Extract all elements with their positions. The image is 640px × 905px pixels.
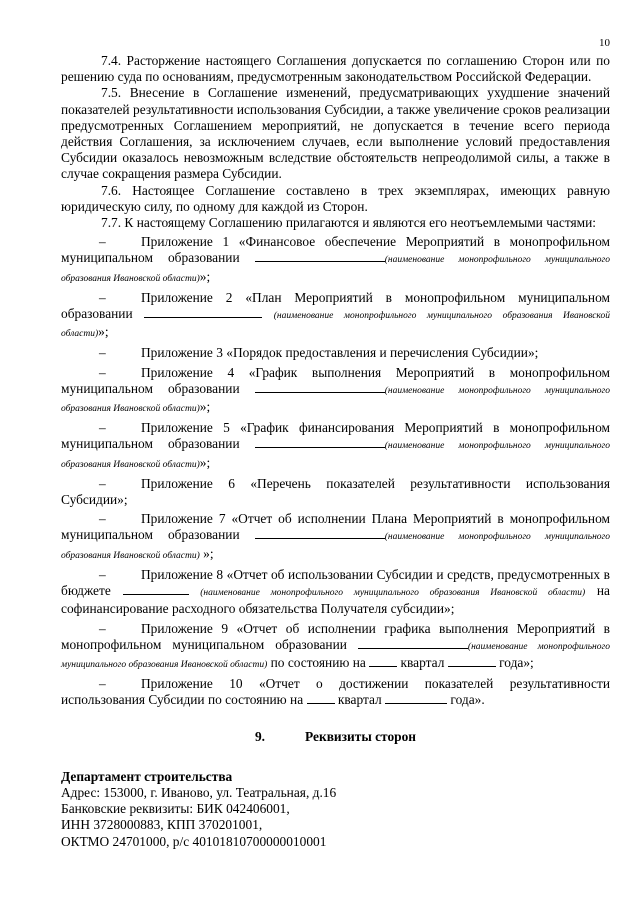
paragraph-7-7: 7.7. К настоящему Соглашению прилагаются и являются его неотъемлемыми частями: bbox=[101, 215, 597, 231]
org-inn: ИНН 3728000883, КПП 370201001, bbox=[61, 817, 263, 833]
appendix-3: – Приложение 3 «Порядок предоставления и перечисления Субсидии»; bbox=[99, 345, 539, 361]
org-address: Адрес: 153000, г. Иваново, ул. Театральная, д.16 bbox=[61, 784, 337, 800]
appendix-4: – Приложение 4 «График выполнения Мероприятий в монопрофильном муниципальном образовании (наименование монопрофильного муниципального образования Ивановской области)»; bbox=[61, 364, 611, 415]
page-number: 10 bbox=[599, 37, 610, 49]
section-title: Реквизиты сторон bbox=[305, 728, 417, 744]
appendix-8: – Приложение 8 «Отчет об использовании Субсидии и средств, предусмотренных в бюджете (наименование монопрофильного муниципального образования Ивановской области) на софинансирование расходного обязательства Получателя субсидии»; bbox=[61, 566, 610, 617]
section-number: 9. bbox=[254, 728, 266, 744]
org-name: Департамент строительства bbox=[61, 768, 233, 784]
appendix-1: – Приложение 1 «Финансовое обеспечение Мероприятий в монопрофильном муниципальном образовании (наименование монопрофильного муниципального образования Ивановской области)»; bbox=[61, 234, 611, 284]
appendix-6: – Приложение 6 «Перечень показателей результативности использования Субсидии»; bbox=[61, 475, 610, 508]
appendix-5: – Приложение 5 «График финансирования Мероприятий в монопрофильном муниципальном образовании (наименование монопрофильного муниципального образования Ивановской области)»; bbox=[61, 420, 611, 470]
appendix-7: – Приложение 7 «Отчет об исполнении Плана Мероприятий в монопрофильном муниципальном образовании (наименование монопрофильного муниципального образования Ивановской области) »; bbox=[61, 511, 611, 561]
paragraph-7-4: 7.4. Расторжение настоящего Соглашения допускается по соглашению Сторон или по решению суда по основаниям, предусмотренным законодательством Российской Федерации. bbox=[61, 53, 610, 85]
section-heading bbox=[61, 729, 610, 745]
appendix-2: – Приложение 2 «План Мероприятий в монопрофильном муниципальном образовании (наименование монопрофильного муниципального образования Ивановской области)»; bbox=[61, 289, 610, 340]
paragraph-7-6: 7.6. Настоящее Соглашение составлено в трех экземплярах, имеющих равную юридическую силу, по одному для каждой из Сторон. bbox=[61, 182, 610, 214]
document-body bbox=[61, 53, 610, 850]
requisites-block bbox=[61, 769, 610, 850]
appendix-10: – Приложение 10 «Отчет о достижении показателей результативности использования Субсидии по состоянию на квартал года». bbox=[61, 676, 610, 708]
appendix-9: – Приложение 9 «Отчет об исполнении графика выполнения Мероприятий в монопрофильном муниципальном образовании (наименование монопрофильного муниципального образования Ивановской области) по состоянию на квартал года»; bbox=[61, 620, 610, 670]
paragraph-7-5: 7.5. Внесение в Соглашение изменений, предусматривающих ухудшение значений показателей результативности использования Субсидии, а также увеличение сроков реализации предусмотренных Соглашением мероприятий, не допускается в течение всего периода действия Соглашения, за исключением случаев, если выполнение условий предоставления Субсидии оказалось невозможным вследствие обстоятельств непреодолимой силы, а также в случае сокращения размера Субсидии. bbox=[61, 85, 610, 182]
org-oktmo: ОКТМО 24701000, р/с 40101810700000010001 bbox=[61, 833, 327, 849]
org-bank: Банковские реквизиты: БИК 042406001, bbox=[61, 801, 290, 817]
